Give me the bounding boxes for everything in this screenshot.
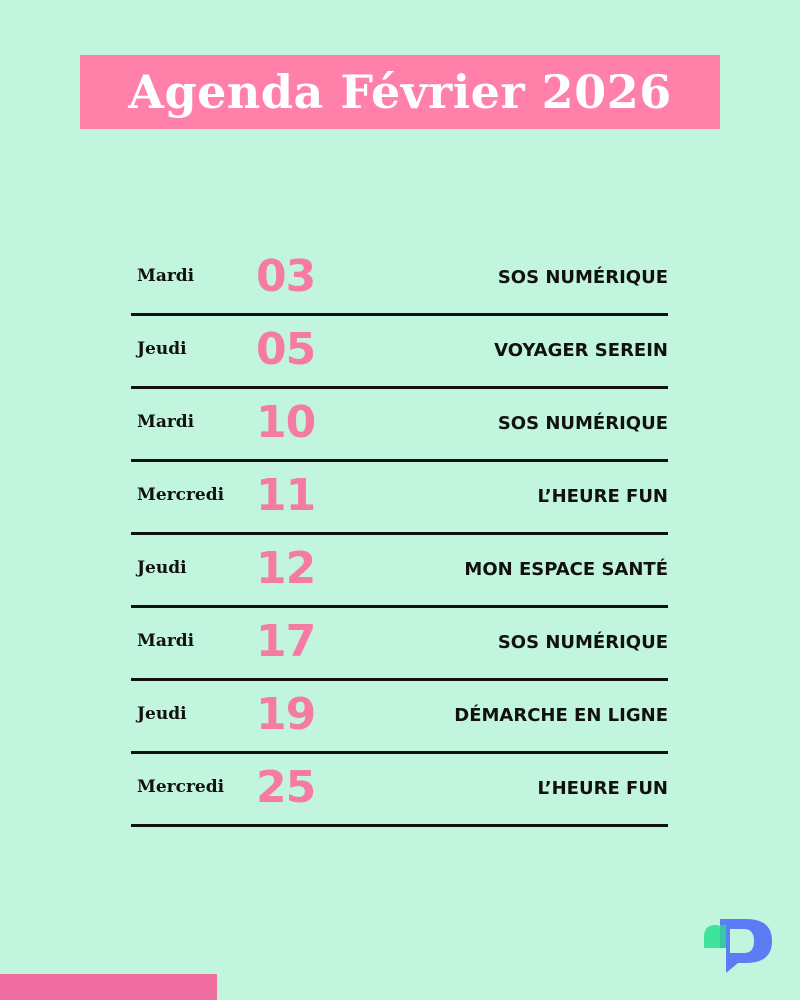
agenda-day: Jeudi — [137, 558, 187, 578]
agenda-event: SOS NUMÉRIQUE — [497, 632, 668, 653]
agenda-row — [131, 608, 668, 681]
agenda-date: 19 — [256, 689, 316, 740]
accent-bar — [0, 974, 217, 1000]
agenda-row — [131, 243, 668, 316]
agenda-row — [131, 754, 668, 827]
speech-bubble-p-logo-icon — [704, 915, 774, 975]
agenda-list — [131, 243, 668, 827]
agenda-event: MON ESPACE SANTÉ — [464, 559, 668, 580]
agenda-row — [131, 462, 668, 535]
agenda-event: L’HEURE FUN — [537, 778, 668, 799]
agenda-day: Jeudi — [137, 704, 187, 724]
agenda-date: 10 — [256, 397, 316, 448]
agenda-day: Mardi — [137, 631, 195, 651]
agenda-row — [131, 535, 668, 608]
agenda-event: VOYAGER SEREIN — [494, 340, 668, 361]
agenda-date: 05 — [256, 324, 316, 375]
agenda-event: L’HEURE FUN — [537, 486, 668, 507]
agenda-day: Mardi — [137, 266, 195, 286]
agenda-date: 03 — [256, 251, 316, 302]
agenda-event: SOS NUMÉRIQUE — [497, 267, 668, 288]
agenda-date: 17 — [256, 616, 316, 667]
agenda-day: Jeudi — [137, 339, 187, 359]
agenda-row — [131, 389, 668, 462]
agenda-event: DÉMARCHE EN LIGNE — [454, 705, 668, 726]
agenda-date: 11 — [256, 470, 316, 521]
agenda-date: 25 — [256, 762, 316, 813]
agenda-date: 12 — [256, 543, 316, 594]
title-banner — [80, 55, 720, 129]
agenda-row — [131, 316, 668, 389]
agenda-row — [131, 681, 668, 754]
agenda-event: SOS NUMÉRIQUE — [497, 413, 668, 434]
agenda-day: Mercredi — [137, 485, 225, 505]
agenda-day: Mercredi — [137, 777, 225, 797]
page-title: Agenda Février 2026 — [128, 65, 672, 119]
agenda-day: Mardi — [137, 412, 195, 432]
